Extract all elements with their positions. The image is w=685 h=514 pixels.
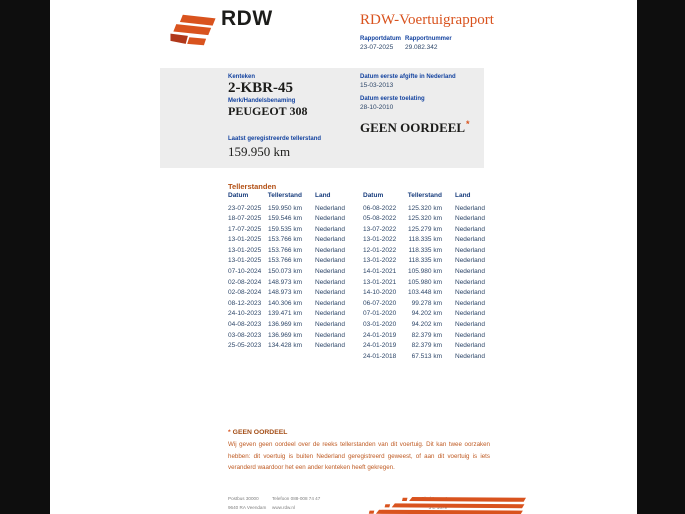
tellerstand-land-cell: Nederland: [315, 225, 345, 233]
merk-label: Merk/Handelsbenaming: [228, 98, 296, 104]
table-row: [363, 247, 488, 258]
rdw-wordmark: RDW: [221, 7, 273, 30]
tellerstand-land-cell: Nederland: [315, 257, 345, 265]
tellerstand-value-cell: 134.428 km: [268, 342, 302, 350]
tellerstand-date-cell: 07-01-2020: [363, 310, 397, 318]
tellerstanden-section-title: Tellerstanden: [228, 182, 277, 191]
tellerstand-value-cell: 136.969 km: [268, 321, 302, 329]
tellerstand-value-cell: 153.766 km: [268, 246, 302, 254]
tellerstand-date-cell: 13-01-2025: [228, 257, 262, 265]
rapportdatum-value: 23-07-2025: [360, 44, 394, 51]
tellerstand-value-cell: 148.973 km: [268, 289, 302, 297]
rapportnummer-value: 29.082.342: [405, 44, 438, 51]
tellerstand-date-cell: 14-01-2021: [363, 268, 397, 276]
merk-value: PEUGEOT 308: [228, 104, 308, 118]
tellerstand-date-cell: 23-07-2025: [228, 204, 262, 212]
tellerstand-land-cell: Nederland: [315, 204, 345, 212]
table-row: [228, 300, 348, 311]
tellerstand-land-cell: Nederland: [455, 236, 485, 244]
column-header-tellerstand: Tellerstand: [267, 192, 302, 199]
table-row: [228, 321, 348, 332]
table-row: [363, 289, 488, 300]
tellerstand-value-cell: 105.980 km: [408, 278, 442, 286]
table-row: [228, 247, 348, 258]
tellerstand-date-cell: 13-01-2025: [228, 236, 262, 244]
table-row: [228, 257, 348, 268]
tellerstand-date-cell: 03-08-2023: [228, 331, 262, 339]
tellerstand-date-cell: 06-07-2020: [363, 299, 397, 307]
tellerstand-value-cell: 153.766 km: [268, 236, 302, 244]
tellerstand-land-cell: Nederland: [455, 246, 485, 254]
tellerstand-land-cell: Nederland: [455, 215, 485, 223]
tellerstand-value-cell: 118.335 km: [408, 257, 442, 265]
tellerstand-land-cell: Nederland: [455, 352, 485, 360]
tellerstand-land-cell: Nederland: [455, 299, 485, 307]
table-row: [363, 342, 488, 353]
footnote-title: [228, 429, 490, 436]
tellerstand-date-cell: 02-08-2024: [228, 278, 262, 286]
tellerstand-value-cell: 105.980 km: [408, 268, 442, 276]
tellerstand-date-cell: 25-05-2023: [228, 342, 262, 350]
kenteken-label: Kenteken: [228, 74, 256, 80]
tellerstand-land-cell: Nederland: [315, 246, 345, 254]
tellerstand-date-cell: 12-01-2022: [363, 246, 397, 254]
report-page: [50, 0, 637, 514]
tellerstand-date-cell: 14-10-2020: [363, 289, 397, 297]
tellerstand-land-cell: Nederland: [455, 331, 485, 339]
table-body-right: [363, 205, 488, 364]
tellerstand-land-cell: Nederland: [315, 289, 345, 297]
tellerstand-value-cell: 99.278 km: [411, 299, 442, 307]
table-row: [228, 332, 348, 343]
tellerstand-value-cell: 125.279 km: [408, 225, 442, 233]
tellerstand-date-cell: 24-01-2018: [363, 352, 397, 360]
tellerstand-date-cell: 24-01-2019: [363, 342, 397, 350]
footer-postcode-plaats: 9640 RA Veendam: [228, 505, 267, 510]
table-row: [228, 236, 348, 247]
tellerstanden-table-right: [363, 192, 488, 363]
eerste-afgifte-label: Datum eerste afgifte in Nederland: [360, 74, 456, 80]
tellerstand-value-cell: 153.766 km: [268, 257, 302, 265]
tellerstand-value-cell: 139.471 km: [268, 310, 302, 318]
eerste-toelating-value: 28-10-2010: [360, 104, 394, 111]
table-header-row: [228, 192, 348, 205]
tellerstand-land-cell: Nederland: [455, 257, 485, 265]
table-row: [228, 279, 348, 290]
vehicle-summary-panel: [160, 68, 484, 168]
footnote-block: [228, 429, 490, 474]
tellerstand-land-cell: Nederland: [455, 204, 485, 212]
tellerstand-date-cell: 03-01-2020: [363, 321, 397, 329]
footnote-title-text: GEEN OORDEEL: [232, 429, 288, 436]
tellerstand-land-cell: Nederland: [315, 215, 345, 223]
report-title: RDW-Voertuigrapport: [360, 12, 494, 28]
rdw-flag-logo-icon: [170, 14, 216, 46]
table-row: [363, 300, 488, 311]
tellerstand-land-cell: Nederland: [315, 299, 345, 307]
column-header-land: Land: [315, 192, 331, 199]
tellerstand-date-cell: 24-01-2019: [363, 331, 397, 339]
tellerstand-value-cell: 118.335 km: [408, 246, 442, 254]
tellerstand-land-cell: Nederland: [315, 310, 345, 318]
table-row: [363, 268, 488, 279]
table-row: [228, 215, 348, 226]
table-body-left: [228, 205, 348, 353]
table-row: [228, 342, 348, 353]
laatste-tellerstand-label: Laatst geregistreerde tellerstand: [228, 136, 322, 142]
tellerstand-value-cell: 148.973 km: [268, 278, 302, 286]
column-header-datum: Datum: [228, 192, 249, 199]
oordeel-footnote-mark: *: [466, 119, 470, 129]
tellerstand-value-cell: 140.306 km: [268, 299, 302, 307]
table-row: [228, 289, 348, 300]
tellerstand-date-cell: 08-12-2023: [228, 299, 262, 307]
tellerstand-date-cell: 18-07-2025: [228, 215, 262, 223]
tellerstand-land-cell: Nederland: [455, 278, 485, 286]
footer-telefoon: Telefoon 088-008 74 47: [272, 496, 321, 501]
tellerstand-land-cell: Nederland: [315, 268, 345, 276]
rapportdatum-label: Rapportdatum: [360, 36, 401, 42]
rdw-flag-logo-large-icon: [368, 497, 526, 514]
column-header-land: Land: [455, 192, 471, 199]
tellerstand-date-cell: 02-08-2024: [228, 289, 262, 297]
tellerstand-land-cell: Nederland: [455, 342, 485, 350]
tellerstand-date-cell: 17-07-2025: [228, 225, 262, 233]
kenteken-value: 2-KBR-45: [228, 80, 293, 96]
tellerstand-land-cell: Nederland: [315, 278, 345, 286]
tellerstand-value-cell: 118.335 km: [408, 236, 442, 244]
tellerstand-value-cell: 67.513 km: [411, 352, 442, 360]
tellerstand-value-cell: 94.202 km: [411, 321, 442, 329]
tellerstand-value-cell: 82.379 km: [411, 331, 442, 339]
column-header-datum: Datum: [363, 192, 384, 199]
tellerstand-value-cell: 159.950 km: [268, 204, 302, 212]
tellerstand-date-cell: 13-01-2021: [363, 278, 397, 286]
table-row: [228, 310, 348, 321]
table-row: [363, 353, 488, 364]
oordeel-value: GEEN OORDEEL: [360, 120, 466, 135]
tellerstand-land-cell: Nederland: [315, 342, 345, 350]
tellerstand-land-cell: Nederland: [455, 289, 485, 297]
tellerstand-date-cell: 24-10-2023: [228, 310, 262, 318]
tellerstand-date-cell: 07-10-2024: [228, 268, 262, 276]
footer-postbus: Postbus 30000: [228, 496, 259, 501]
tellerstand-date-cell: 13-01-2022: [363, 257, 397, 265]
eerste-afgifte-value: 15-03-2013: [360, 82, 394, 89]
table-row: [363, 279, 488, 290]
tellerstand-land-cell: Nederland: [455, 268, 485, 276]
tellerstand-land-cell: Nederland: [455, 225, 485, 233]
laatste-tellerstand-value: 159.950 km: [228, 144, 291, 159]
tellerstand-value-cell: 150.073 km: [268, 268, 302, 276]
tellerstand-value-cell: 82.379 km: [411, 342, 442, 350]
tellerstand-date-cell: 06-08-2022: [363, 204, 397, 212]
tellerstand-value-cell: 125.320 km: [408, 215, 442, 223]
tellerstand-value-cell: 136.969 km: [268, 331, 302, 339]
tellerstand-date-cell: 04-08-2023: [228, 321, 262, 329]
table-header-row: [363, 192, 488, 205]
table-row: [363, 310, 488, 321]
footnote-mark: *: [228, 429, 231, 436]
table-row: [228, 268, 348, 279]
table-row: [363, 215, 488, 226]
tellerstand-date-cell: 13-01-2022: [363, 236, 397, 244]
tellerstanden-table-left: [228, 192, 348, 353]
tellerstand-value-cell: 94.202 km: [411, 310, 442, 318]
table-row: [363, 205, 488, 216]
tellerstand-land-cell: Nederland: [455, 310, 485, 318]
table-row: [363, 257, 488, 268]
tellerstand-date-cell: 13-01-2025: [228, 246, 262, 254]
eerste-toelating-label: Datum eerste toelating: [360, 96, 425, 102]
table-row: [363, 226, 488, 237]
footnote-text: Wij geven geen oordeel over de reeks tellerstanden van dit voertuig. Dit kan twee oorzaken hebben: dit voertuig is buiten Nederland geregistreerd geweest, of aan dit voertuig is iets veranderd waardoor het een ander kenteken heeft gekregen.: [228, 441, 490, 472]
tellerstand-land-cell: Nederland: [315, 236, 345, 244]
table-row: [363, 332, 488, 343]
column-header-tellerstand: Tellerstand: [407, 192, 442, 199]
tellerstand-land-cell: Nederland: [315, 321, 345, 329]
tellerstand-land-cell: Nederland: [455, 321, 485, 329]
table-row: [228, 205, 348, 216]
tellerstand-value-cell: 103.448 km: [408, 289, 442, 297]
tellerstand-value-cell: 159.535 km: [268, 225, 302, 233]
table-row: [363, 321, 488, 332]
tellerstand-value-cell: 125.320 km: [408, 204, 442, 212]
rapportnummer-label: Rapportnummer: [405, 36, 452, 42]
table-row: [363, 236, 488, 247]
table-row: [228, 226, 348, 237]
tellerstand-value-cell: 159.546 km: [268, 215, 302, 223]
footer-website: www.rdw.nl: [272, 505, 295, 510]
tellerstand-date-cell: 13-07-2022: [363, 225, 397, 233]
tellerstand-date-cell: 05-08-2022: [363, 215, 397, 223]
tellerstand-land-cell: Nederland: [315, 331, 345, 339]
